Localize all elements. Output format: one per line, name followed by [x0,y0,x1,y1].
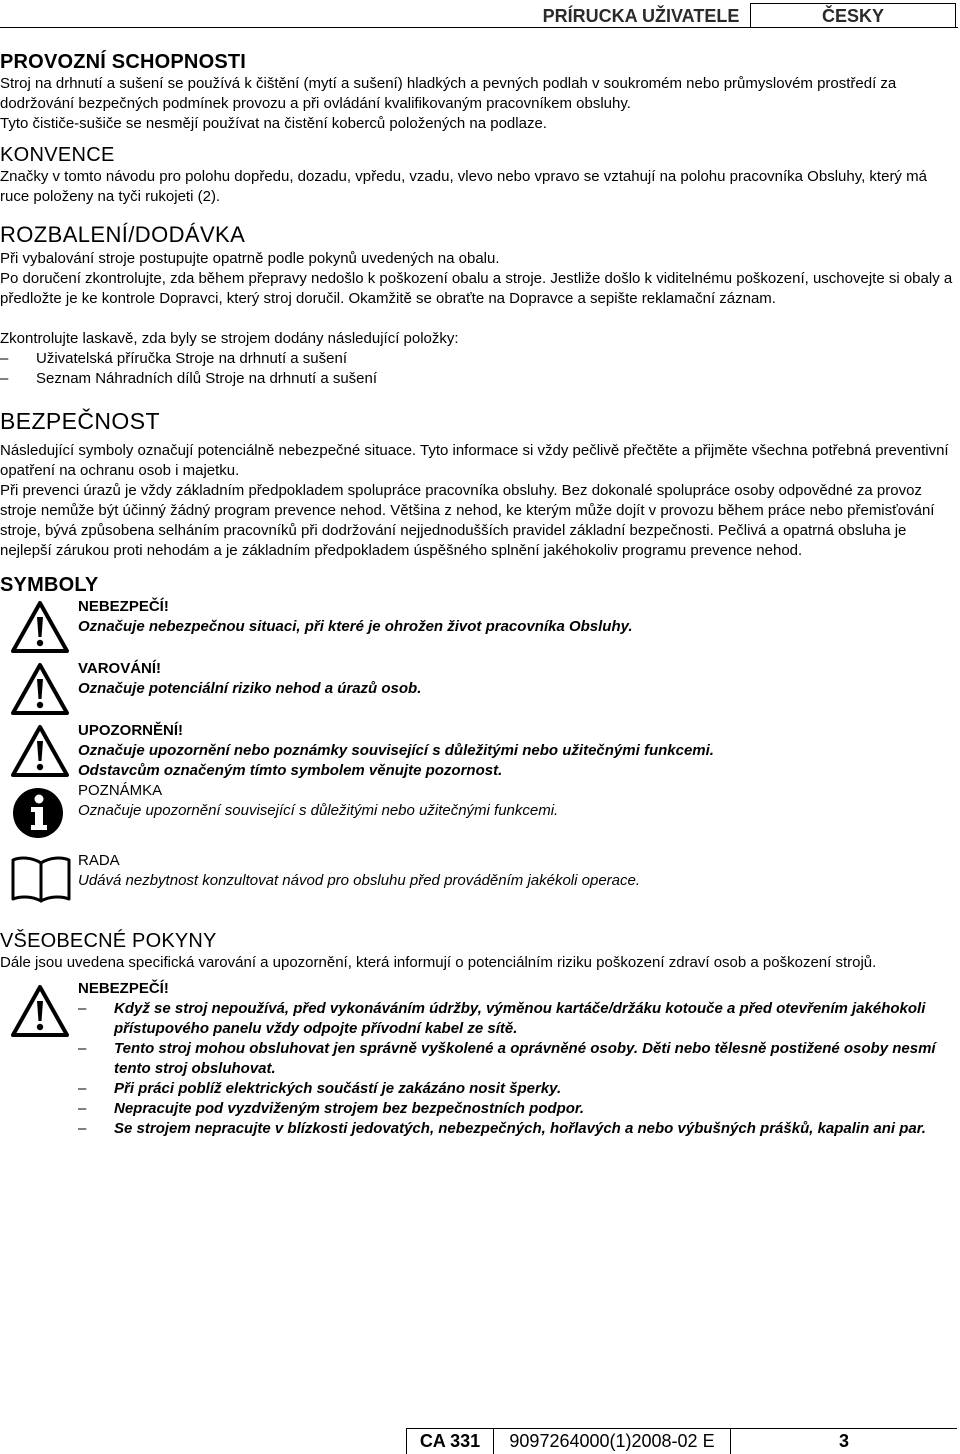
general-danger-block [0,979,958,1139]
paragraph: Zkontrolujte laskavě, zda byly se strojem dodány následující položky: [0,330,459,347]
bullet-item: – Tento stroj mohou obsluhovat jen správně vyškolené a oprávněné osoby. Děti nebo tělesně postižené osoby nesmí tento stroj obsluhovat. [78,1039,958,1079]
section-title-konvence: KONVENCE [0,144,115,166]
list-item: – Uživatelská příručka Stroje na drhnutí a sušení [0,349,958,369]
bullet-item: – Při práci poblíž elektrických součástí je zakázáno nosit šperky. [78,1079,958,1099]
warning-triangle-icon [10,981,70,1041]
symbol-danger [0,597,958,659]
footer-model: CA 331 [406,1429,493,1454]
page-number: 3 [730,1429,957,1454]
danger-title: NEBEZPEČÍ! [78,980,169,997]
section-title-bezpecnost: BEZPEČNOST [0,408,160,434]
symbol-caution [0,721,958,781]
footer-code: 9097264000(1)2008-02 E [493,1429,730,1454]
danger-bullets [78,999,958,1139]
section-title-symboly: SYMBOLY [0,574,99,596]
symbol-desc: Označuje nebezpečnou situaci, při které je ohrožen život pracovníka Obsluhy. [78,618,633,635]
symbol-desc: Udává nezbytnost konzultovat návod pro obsluhu před prováděním jakékoli operace. [78,872,641,889]
page-footer [406,1428,957,1454]
symbol-desc: Označuje upozornění nebo poznámky související s důležitými nebo užitečnými funkcemi. [78,742,714,759]
paragraph: Tyto čističe-sušiče se nesmějí používat na čistění koberců položených na podlaze. [0,115,547,132]
paragraph: Po doručení zkontrolujte, zda během přepravy nedošlo k poškození obalu a stroje. Jestliže došlo k viditelnému poškození, uschovejte si obaly a předložte je ke kontrole Dopravci, který stroj doručil. Okamžitě se obraťte na Dopravce a sepište reklamační záznam. [0,270,953,307]
manual-title: PRÍRUCKA UŽIVATELE [542,6,740,26]
symbol-warning [0,659,958,721]
symbol-desc: Označuje upozornění související s důležitými nebo užitečnými funkcemi. [78,802,559,819]
open-book-icon [10,855,72,903]
symbol-title: UPOZORNĚNÍ! [78,722,183,739]
warning-triangle-icon [10,721,70,781]
bullet-item: – Nepracujte pod vyzdviženým strojem bez bezpečnostních podpor. [78,1099,958,1119]
symbol-desc: Odstavcům označeným tímto symbolem věnujte pozornost. [78,762,503,779]
paragraph: Dále jsou uvedena specifická varování a upozornění, která informují o potenciálním riziku poškození zdraví osob a poškození strojů. [0,954,877,971]
section-title-rozbaleni: ROZBALENÍ/DODÁVKA [0,222,246,247]
section-title-provozni: PROVOZNÍ SCHOPNOSTI [0,51,247,73]
symbol-title: VAROVÁNÍ! [78,660,162,677]
paragraph: Při vybalování stroje postupujte opatrně podle pokynů uvedených na obalu. [0,250,500,267]
warning-triangle-icon [10,659,70,719]
language-label: ČESKY [750,3,956,27]
section-title-vseobecne: VŠEOBECNÉ POKYNY [0,930,217,952]
info-icon [12,787,64,839]
symbol-title: POZNÁMKA [78,782,163,799]
symbol-tip [0,851,958,921]
paragraph: Stroj na drhnutí a sušení se používá k čištění (mytí a sušení) hladkých a pevných podlah v soukromém nebo průmyslovém prostředí za dodržování bezpečných podmínek provozu a při ovládání kvalifikovaným pracovníkem obsluhy. [0,75,897,112]
symbol-title: NEBEZPEČÍ! [78,598,169,615]
warning-triangle-icon [10,597,70,657]
paragraph: Při prevenci úrazů je vždy základním předpokladem spolupráce pracovníka obsluhy. Bez dokonalé spolupráce osoby odpovědné za provoz stroje nemůže být účinný žádný program prevence nehod. Většina z nehod, ke kterým může dojít v provozu během práce nebo přemisťování stroje, bývá způsobena selháním pracovníků při dodržování nejjednodušších pravidel základní bezpečnosti. Pečlivá a opatrná obsluha je nejlepší zárukou proti nehodám a je základním předpokladem úspěšného splnění jakéhokoliv programu prevence nehod. [0,482,935,559]
symbol-note [0,781,958,845]
page-content [0,50,958,1139]
delivery-list [0,349,958,389]
list-item: – Seznam Náhradních dílů Stroje na drhnutí a sušení [0,369,958,389]
bullet-item: – Když se stroj nepoužívá, před vykonáváním údržby, výměnou kartáče/držáku kotouče a před otevřením jakéhokoli přístupového panelu vždy odpojte přívodní kabel ze sítě. [78,999,958,1039]
paragraph: Následující symboly označují potenciálně nebezpečné situace. Tyto informace si vždy pečlivě přečtěte a přijměte všechna potřebná preventivní opatření na ochranu osob i majetku. [0,442,949,479]
symbol-desc: Označuje potenciální riziko nehod a úrazů osob. [78,680,422,697]
header-rule [0,27,958,28]
paragraph: Značky v tomto návodu pro polohu dopředu, dozadu, vpředu, vzadu, vlevo nebo vpravo se vztahují na polohu pracovníka Obsluhy, který má ruce položeny na tyči rukojeti (2). [0,168,927,205]
symbol-title: RADA [78,852,120,869]
bullet-item: – Se strojem nepracujte v blízkosti jedovatých, nebezpečných, hořlavých a nebo výbušných prášků, kapalin ani par. [78,1119,958,1139]
